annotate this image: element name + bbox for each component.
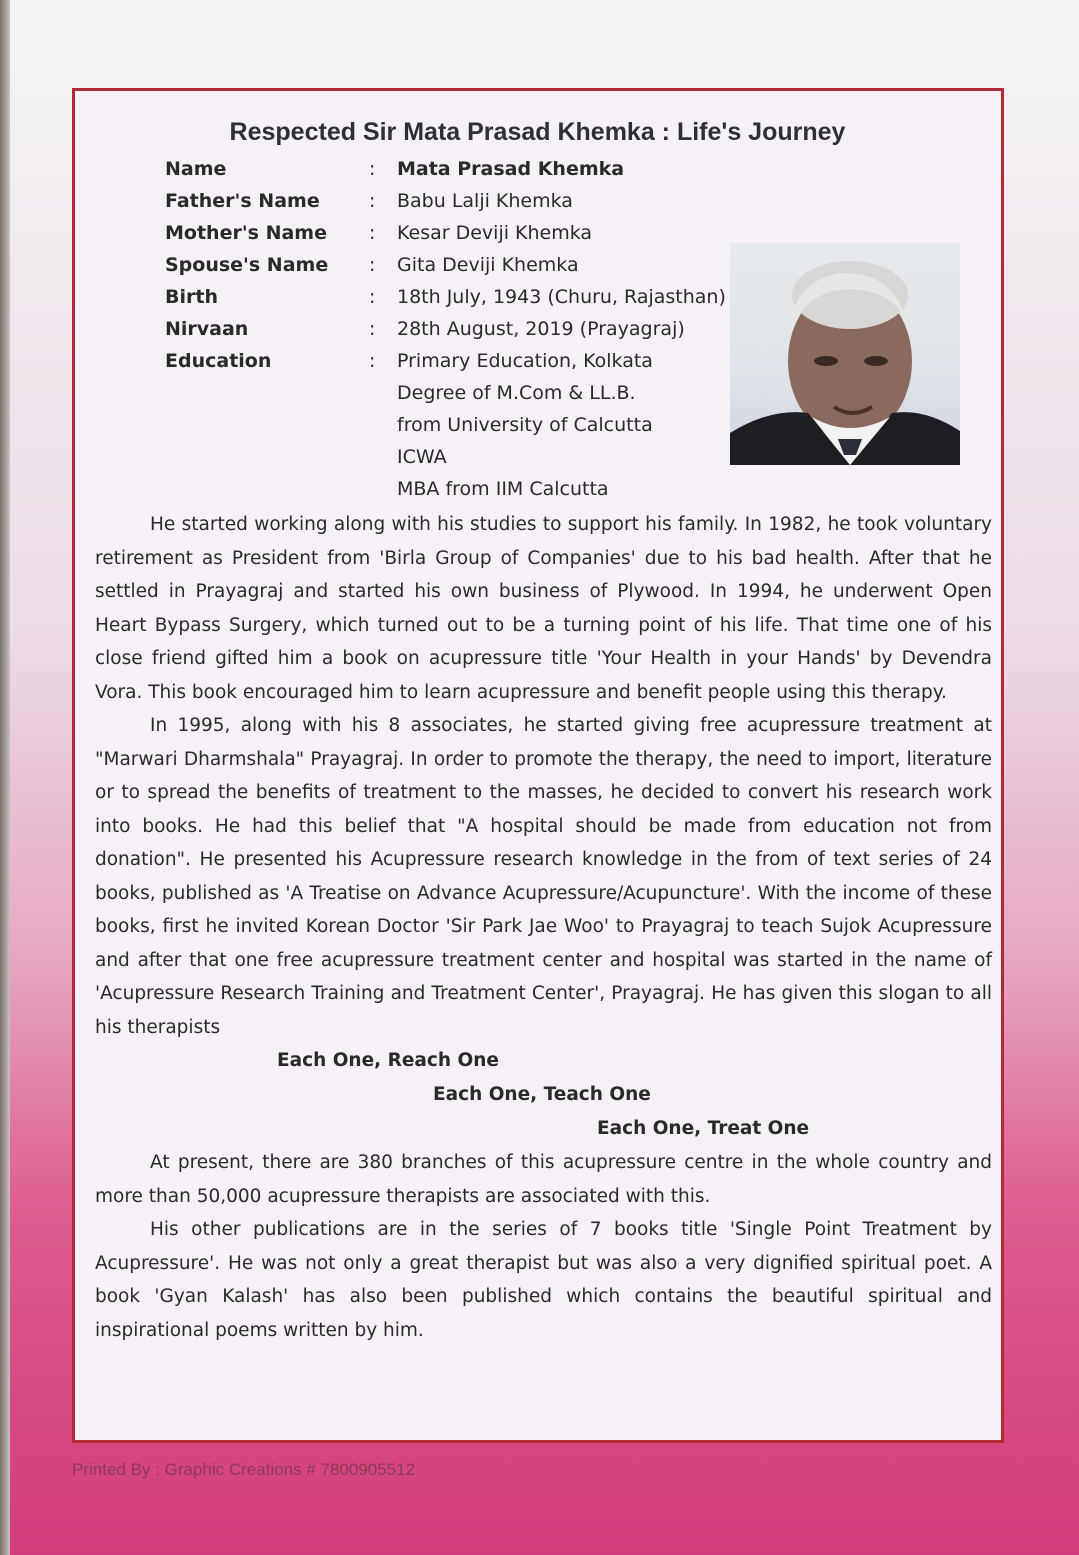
education-line: ICWA <box>397 446 447 468</box>
education-line: MBA from IIM Calcutta <box>397 478 609 500</box>
detail-value: Mata Prasad Khemka <box>397 158 625 180</box>
biography-body <box>95 508 992 1347</box>
education-lines <box>397 345 757 505</box>
paragraph: In 1995, along with his 8 associates, he started giving free acupressure treatment at "Marwari Dharmshala" Prayagraj. In order to promote the therapy, the need to import, literature or to spread the benefits of treatment to the masses, he decided to convert his research work into books. He had this belief that "A hospital should be made from education not from donation". He presented his Acupressure research knowledge in the from of text series of 24 books, published as 'A Treatise on Advance Acupressure/Acupuncture'. With the income of these books, first he invited Korean Doctor 'Sir Park Jae Woo' to Prayagraj to teach Sujok Acupressure and after that one free acupressure treatment center and hospital was started in the name of 'Acupressure Research Training and Treatment Center', Prayagraj. He has given this slogan to all his therapists <box>95 715 992 1038</box>
details-list <box>165 153 757 505</box>
detail-value: Kesar Deviji Khemka <box>397 222 593 244</box>
detail-label: Nirvaan <box>165 318 249 340</box>
detail-label: Father's Name <box>165 190 320 212</box>
detail-value: Gita Deviji Khemka <box>397 254 579 276</box>
detail-label: Birth <box>165 286 218 308</box>
detail-separator: : <box>369 286 376 308</box>
detail-separator: : <box>369 190 376 212</box>
printer-credit: Printed By : Graphic Creations # 7800905512 <box>72 1460 416 1479</box>
detail-row-nirvaan <box>165 313 757 345</box>
detail-separator: : <box>369 350 376 372</box>
detail-label: Spouse's Name <box>165 254 329 276</box>
detail-row-spouse <box>165 249 757 281</box>
paragraph: His other publications are in the series of 7 books title 'Single Point Treatment by Acupressure'. He was not only a great therapist but was also a very dignified spiritual poet. A book 'Gyan Kalash' has also been published which contains the beautiful spiritual and inspirational poems written by him. <box>95 1219 992 1341</box>
slogan-line: Each One, Treat One <box>597 1118 810 1139</box>
detail-value: 18th July, 1943 (Churu, Rajasthan) <box>397 286 726 308</box>
detail-row-education <box>165 345 757 505</box>
page-edge <box>0 0 10 1555</box>
education-line: Degree of M.Com & LL.B. <box>397 382 636 404</box>
portrait-illustration <box>730 243 960 465</box>
portrait-photo <box>730 243 960 465</box>
education-line: Primary Education, Kolkata <box>397 350 653 372</box>
detail-separator: : <box>369 254 376 276</box>
slogan-line: Each One, Reach One <box>277 1050 499 1071</box>
detail-row-father <box>165 185 757 217</box>
detail-row-mother <box>165 217 757 249</box>
paragraph: At present, there are 380 branches of this acupressure centre in the whole country and more than 50,000 acupressure therapists are associated with this. <box>95 1152 992 1207</box>
detail-separator: : <box>369 158 376 180</box>
slogan-line: Each One, Teach One <box>433 1084 651 1105</box>
detail-label: Education <box>165 350 272 372</box>
detail-row-name <box>165 153 757 185</box>
detail-value: 28th August, 2019 (Prayagraj) <box>397 318 685 340</box>
detail-separator: : <box>369 222 376 244</box>
detail-separator: : <box>369 318 376 340</box>
detail-label: Mother's Name <box>165 222 327 244</box>
detail-label: Name <box>165 158 227 180</box>
page-title: Respected Sir Mata Prasad Khemka : Life's Journey <box>229 118 846 146</box>
paragraph: He started working along with his studies to support his family. In 1982, he took voluntary retirement as President from 'Birla Group of Companies' due to his bad health. After that he settled in Prayagraj and started his own business of Plywood. In 1994, he underwent Open Heart Bypass Surgery, which turned out to be a turning point of his life. That time one of his close friend gifted him a book on acupressure title 'Your Health in your Hands' by Devendra Vora. This book encouraged him to learn acupressure and benefit people using this therapy. <box>95 514 992 703</box>
detail-value: Babu Lalji Khemka <box>397 190 573 212</box>
education-line: from University of Calcutta <box>397 414 653 436</box>
detail-row-birth <box>165 281 757 313</box>
